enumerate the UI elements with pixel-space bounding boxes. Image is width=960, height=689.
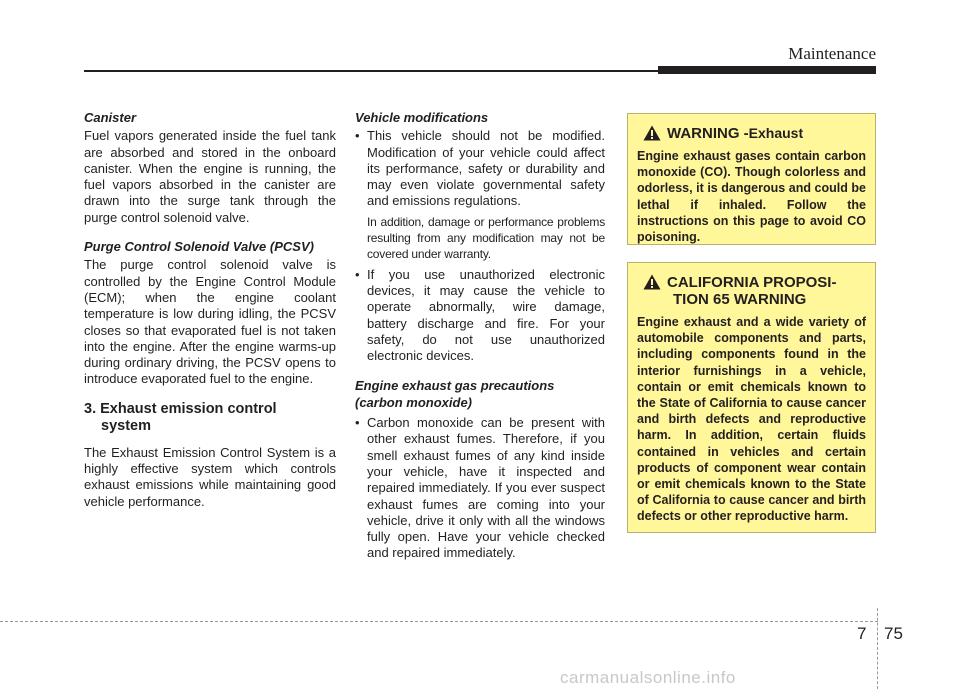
header-title: Maintenance (788, 44, 876, 63)
warning-triangle-icon (643, 125, 661, 141)
section-heading-line2: system (101, 417, 151, 434)
exhaust-warning-title (637, 125, 866, 142)
header-rule-accent (658, 66, 876, 74)
prop65-warning-title (637, 274, 866, 308)
exhaust-bullet-text: Carbon monoxide can be present with other exhaust fumes. Therefore, if you smell exhaust fumes of any kind inside your vehicle, have it inspected and repaired immediately. If you ever suspect exhaust fumes are coming into your vehicle, drive it only with all the windows fully open. Have your vehicle checked and repaired immediately. (367, 415, 605, 561)
exhaust-warning-box (627, 113, 876, 245)
canister-text: Fuel vapors generated inside the fuel tank are absorbed and stored in the onboard canister. When the engine is running, the fuel vapors absorbed in the canister are drawn into the surge tank through the purge control solenoid valve. (84, 128, 336, 225)
exhaust-heading-line1: Engine exhaust gas precautions (355, 378, 555, 394)
page-number: 75 (884, 624, 903, 643)
warning-triangle-icon (643, 274, 661, 290)
footer-dashed-rule (0, 621, 878, 622)
section-heading (84, 401, 336, 435)
pcsv-heading: Purge Control Solenoid Valve (PCSV) (84, 239, 314, 255)
mods-bullet-1-extra: In addition, damage or performance problems resulting from any modification may not be covered under warranty. (367, 214, 605, 262)
left-column (84, 110, 336, 523)
canister-heading: Canister (84, 110, 137, 125)
header-rule (84, 70, 664, 72)
exhaust-heading-line2: (carbon monoxide) (355, 394, 473, 410)
exhaust-warning-text: Engine exhaust gases contain carbon monoxide (CO). Though colorless and odorless, it is dangerous and could be lethal if inhaled. Follow the instructions on this page to avoid CO poisoning. (637, 149, 866, 245)
prop65-title-line1: CALIFORNIA PROPOSI- (667, 274, 837, 291)
section-number: 7 (857, 624, 867, 643)
pcsv-text: The purge control solenoid valve is controlled by the Engine Control Module (ECM); when the engine coolant temperature is low during idling, the PCSV closes so that evaporated fuel is not taken into the engine. After the engine warms-up during ordinary driving, the PCSV opens to introduce evaporated fuel to the engine. (84, 257, 336, 387)
mods-bullet-1 (355, 128, 605, 209)
mods-bullet-2 (355, 267, 605, 365)
section-heading-line1: 3. Exhaust emission control (84, 400, 277, 417)
middle-column (355, 110, 605, 562)
mods-heading: Vehicle modifications (355, 110, 489, 125)
footer-vertical-rule (877, 608, 878, 689)
prop65-title-text (667, 274, 836, 308)
prop65-warning-text: Engine exhaust and a wide variety of automobile components and parts, including components found in the interior furnishings in a vehicle, contain or emit chemicals known to the State of California to cause cancer and birth defects and reproductive harm. In addition, certain fluids contained in vehicles and certain products of component wear contain or emit chemicals known to the State of California to cause cancer and birth defects or other reproductive harm. (637, 315, 866, 524)
exhaust-bullet (355, 415, 605, 562)
exhaust-warning-label: WARNING - (667, 125, 749, 142)
mods-bullet-1-text: This vehicle should not be modified. Modification of your vehicle could affect its performance, safety or durability and may even violate governmental safety and emissions regulations. (367, 128, 605, 209)
mods-bullet-2-text: If you use unauthorized electronic devices, it may cause the vehicle to operate abnormally, wire damage, battery discharge and fire. For your safety, do not use unauthorized electronic devices. (367, 266, 605, 364)
prop65-title-line2: TION 65 WARNING (673, 291, 807, 308)
watermark: carmanualsonline.info (560, 668, 736, 687)
exhaust-warning-sublabel: Exhaust (748, 125, 804, 141)
section-text: The Exhaust Emission Control System is a highly effective system which controls exhaust emissions while maintaining good vehicle performance. (84, 444, 336, 509)
prop65-warning-box (627, 262, 876, 533)
